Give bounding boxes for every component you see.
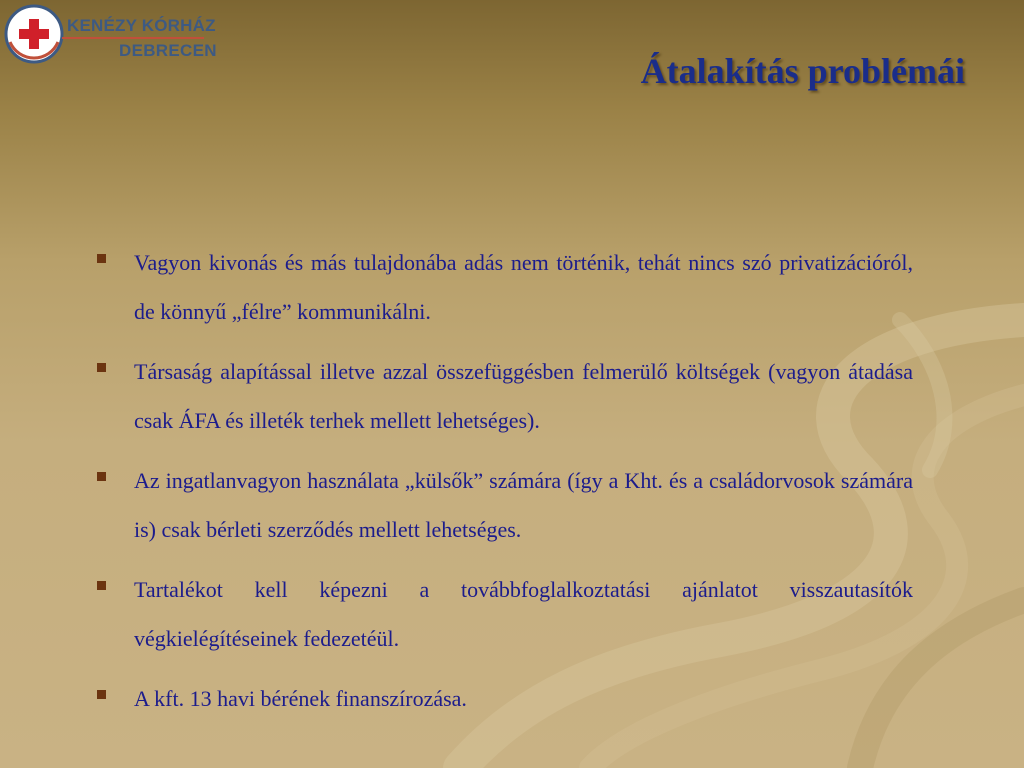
bullet-text: Társaság alapítással illetve azzal összefüggésben felmerülő költségek (vagyon átadása csak ÁFA és illeték terhek mellett lehetséges). [134, 359, 913, 433]
square-bullet-icon [97, 363, 106, 372]
bullet-text: Az ingatlanvagyon használata „külsők” számára (így a Kht. és a családorvosok számára is) csak bérleti szerződés mellett lehetséges. [134, 468, 913, 542]
bullet-text: A kft. 13 havi bérének finanszírozása. [134, 686, 467, 711]
square-bullet-icon [97, 581, 106, 590]
square-bullet-icon [97, 690, 106, 699]
logo-text-line1: KENÉZY KÓRHÁZ [67, 16, 216, 35]
square-bullet-icon [97, 254, 106, 263]
slide-title: Átalakítás problémái [640, 51, 965, 91]
red-cross-icon [4, 4, 64, 64]
bullet-list [96, 238, 913, 734]
bullet-item [96, 238, 913, 336]
hospital-logo [4, 4, 224, 70]
logo-text-line2: DEBRECEN [119, 41, 217, 60]
bullet-text: Tartalékot kell képezni a továbbfoglalkoztatási ajánlatot visszautasítók végkielégítéseinek fedezetéül. [134, 577, 913, 651]
bullet-item [96, 456, 913, 554]
bullet-item [96, 674, 913, 723]
bullet-item [96, 565, 913, 663]
bullet-text: Vagyon kivonás és más tulajdonába adás nem történik, tehát nincs szó privatizációról, de könnyű „félre” kommunikálni. [134, 250, 913, 324]
bullet-item [96, 347, 913, 445]
square-bullet-icon [97, 472, 106, 481]
logo-divider [62, 37, 204, 39]
